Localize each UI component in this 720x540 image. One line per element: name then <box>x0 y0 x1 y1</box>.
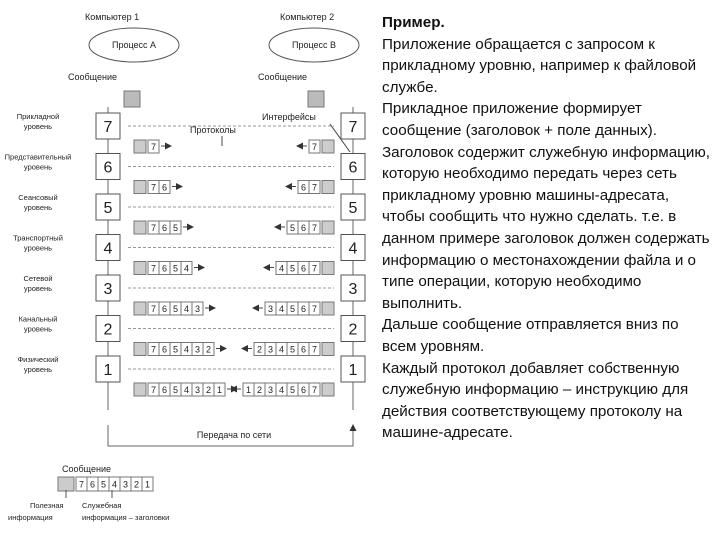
packet-cell-label-left: 7 <box>150 263 157 274</box>
packet-cell-label-left: 5 <box>172 385 179 395</box>
packet-data-right <box>322 262 334 275</box>
packet-cell-label-right: 7 <box>311 385 318 395</box>
packet-cell-label-right: 1 <box>245 385 252 395</box>
packet-cell-label-right: 7 <box>311 182 318 193</box>
legend-header-label: 6 <box>89 479 96 490</box>
level-number-right: 4 <box>348 240 358 258</box>
legend-message-cells <box>58 477 153 491</box>
legend-header-label: 3 <box>122 479 129 490</box>
level-number-right: 3 <box>348 281 358 298</box>
level-name: Канальный <box>18 314 58 324</box>
level-name: уровень <box>23 365 53 374</box>
legend-title: Сообщение <box>62 464 111 474</box>
packet-cell-label-right: 2 <box>256 344 263 355</box>
packet-cell-label-right: 6 <box>300 385 307 395</box>
level-number-right: 5 <box>348 200 358 217</box>
packet-cell-label-right: 3 <box>267 344 274 355</box>
packet-data-right <box>322 181 334 194</box>
level-number-left: 1 <box>103 362 113 379</box>
level-number-left: 7 <box>103 119 113 136</box>
packet-cell-label-left: 6 <box>161 304 168 314</box>
packet-data-right <box>322 221 334 234</box>
packet-data-left <box>134 140 146 153</box>
level-name: Сеансовый <box>18 193 58 202</box>
process-b-label: Процесс В <box>291 40 337 50</box>
packet-cell-label-left: 5 <box>172 263 179 274</box>
packet-cell-label-right: 5 <box>289 344 296 355</box>
levels-group <box>5 112 365 396</box>
packet-cell-label-right: 6 <box>300 304 307 314</box>
packet-cell-label-left: 6 <box>161 263 168 274</box>
level-name: уровень <box>23 122 53 131</box>
packet-cell-label-right: 3 <box>267 304 274 314</box>
level-separators <box>128 126 334 369</box>
legend-useful-line1: Полезная <box>30 501 64 510</box>
packet-cell-label-left: 7 <box>150 304 157 314</box>
message-right-block <box>308 91 324 107</box>
legend-service-line2: информация – заголовки <box>82 513 170 522</box>
level-number-left: 6 <box>103 159 113 177</box>
legend-useful-line2: информация <box>8 513 53 522</box>
packet-cell-label-left: 3 <box>194 385 201 395</box>
process-a-label: Процесс А <box>111 40 157 50</box>
level-name: Прикладной <box>16 112 60 121</box>
packet-cell-label-right: 4 <box>278 385 285 395</box>
level-number-left: 5 <box>103 200 113 217</box>
explanation-paragraph: Каждый протокол добавляет собственную служебную информацию – инструкцию для действия соответствующему протоколу на машине-адресате. <box>382 359 689 442</box>
explanation-paragraph: Прикладное приложение формирует сообщение (заголовок + поле данных). Заголовок содержит служебную информацию, которую необходимо передать через сеть прикладному уровню машины-адресата, чтобы сообщить что нужно сделать. т.е. в данном примере заголовок должен содержать информацию о местонахождении файла и о типе операции, которую необходимо выполнить. <box>382 100 710 312</box>
packet-cell-label-left: 6 <box>161 182 168 193</box>
packet-cell-label-left: 3 <box>194 304 201 314</box>
level-number-right: 1 <box>348 362 358 379</box>
interfaces-label: Интерфейсы <box>262 112 316 122</box>
packet-cell-label-right: 7 <box>311 344 318 355</box>
packet-cell-label-right: 6 <box>300 182 307 193</box>
level-name: Физический <box>17 355 59 364</box>
packet-data-right <box>322 343 334 356</box>
level-name: уровень <box>23 324 53 334</box>
legend-service-line1: Служебная <box>82 501 122 510</box>
level-number-left: 2 <box>103 321 113 339</box>
packet-cell-label-right: 5 <box>289 263 296 274</box>
packet-cell-label-left: 5 <box>172 304 179 314</box>
packet-data-left <box>134 221 146 234</box>
packet-cell-label-right: 7 <box>311 223 318 233</box>
packet-cell-label-right: 5 <box>289 385 296 395</box>
packet-cell-label-left: 7 <box>150 223 157 233</box>
network-label: Передача по сети <box>196 430 272 440</box>
level-name: Сетевой <box>23 274 53 283</box>
packet-cell-label-left: 4 <box>183 263 190 274</box>
packet-data-left <box>134 262 146 275</box>
explanation-panel <box>382 12 712 444</box>
packet-cell-label-left: 7 <box>150 385 157 395</box>
packet-cell-label-right: 6 <box>300 223 307 233</box>
packet-data-right <box>322 302 334 315</box>
level-name: уровень <box>23 243 53 253</box>
packet-cell-label-left: 2 <box>205 344 212 355</box>
packet-data-left <box>134 181 146 194</box>
packet-data-left <box>134 343 146 356</box>
level-number-left: 4 <box>103 240 113 258</box>
packet-cell-label-left: 4 <box>183 344 190 355</box>
legend-header-label: 5 <box>100 479 107 490</box>
level-number-right: 2 <box>348 321 358 339</box>
packet-cell-label-left: 5 <box>172 344 179 355</box>
legend-header-label: 1 <box>144 479 151 490</box>
packet-cell-label-right: 4 <box>278 263 285 274</box>
packet-data-right <box>322 140 334 153</box>
level-number-right: 6 <box>348 159 358 177</box>
packet-cell-label-left: 4 <box>183 385 190 395</box>
packet-cell-label-left: 1 <box>216 385 223 395</box>
packet-data-left <box>134 302 146 315</box>
packet-cell-label-right: 5 <box>289 304 296 314</box>
message-left-block <box>124 91 140 107</box>
level-name: уровень <box>23 203 53 212</box>
explanation-heading: Пример. <box>382 14 445 31</box>
packet-cell-label-left: 3 <box>194 344 201 355</box>
packet-cell-label-left: 6 <box>161 385 168 395</box>
level-name: уровень <box>23 284 53 293</box>
legend-header-label: 4 <box>111 479 118 490</box>
level-number-right: 7 <box>348 119 358 136</box>
packet-data-right <box>322 383 334 396</box>
level-number-left: 3 <box>103 281 113 298</box>
legend-data-cell <box>58 477 74 491</box>
packet-cell-label-left: 6 <box>161 344 168 355</box>
packet-cell-label-right: 4 <box>278 304 285 314</box>
packet-cell-label-right: 2 <box>256 385 263 395</box>
packet-cell-label-right: 7 <box>311 304 318 314</box>
packet-cell-label-right: 5 <box>289 223 296 233</box>
packet-cell-label-right: 3 <box>267 385 274 395</box>
packet-cell-label-left: 5 <box>172 223 179 233</box>
level-name: Представительный <box>4 152 72 162</box>
packet-data-left <box>134 383 146 396</box>
packet-cell-label-left: 4 <box>183 304 190 314</box>
message-left-label: Сообщение <box>68 72 117 82</box>
legend-header-label: 2 <box>133 479 140 490</box>
packet-cell-label-left: 6 <box>161 223 168 233</box>
explanation-paragraph: Приложение обращается с запросом к прикладному уровню, например к файловой службе. <box>382 35 697 96</box>
packet-cell-label-left: 7 <box>150 182 157 193</box>
computer1-label: Компьютер 1 <box>85 12 140 22</box>
packet-cell-label-left: 7 <box>150 142 157 152</box>
message-right-label: Сообщение <box>258 72 307 82</box>
explanation-paragraph: Дальше сообщение отправляется вниз по всем уровням. <box>382 316 679 355</box>
packet-cell-label-right: 7 <box>311 263 318 274</box>
protocols-label: Протоколы <box>190 125 236 135</box>
packet-cell-label-right: 7 <box>311 142 318 152</box>
packet-cell-label-right: 6 <box>300 344 307 355</box>
legend-header-label: 7 <box>78 479 85 490</box>
packet-cell-label-right: 4 <box>278 344 285 355</box>
level-name: уровень <box>23 162 53 172</box>
level-name: Транспортный <box>13 233 63 243</box>
packet-cell-label-right: 6 <box>300 263 307 274</box>
computer2-label: Компьютер 2 <box>280 12 335 22</box>
packet-cell-label-left: 7 <box>150 344 157 355</box>
packet-cell-label-left: 2 <box>205 385 212 395</box>
